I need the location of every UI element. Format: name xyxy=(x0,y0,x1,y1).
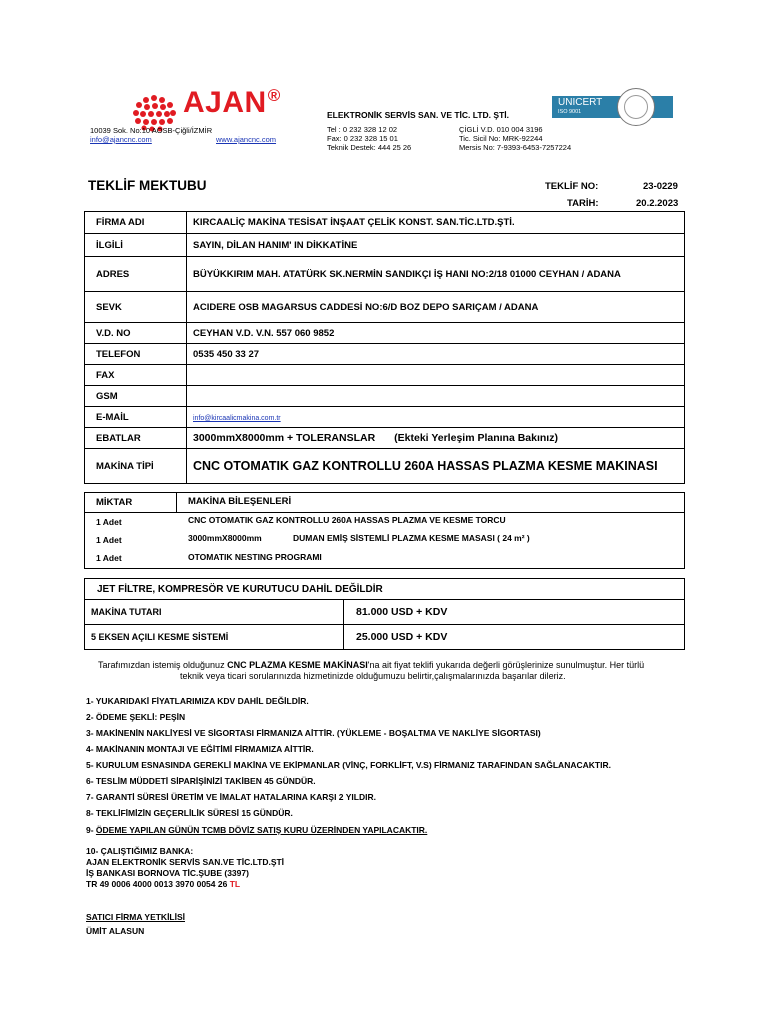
offer-no-value: 23-0229 xyxy=(643,181,678,192)
signature-name: ÜMİT ALASUN xyxy=(86,926,145,936)
table-row xyxy=(85,344,685,365)
option-price-value: 25.000 USD + KDV xyxy=(344,625,685,650)
part-desc: OTOMATIK NESTING PROGRAMI xyxy=(188,552,322,562)
table-row xyxy=(85,579,685,600)
company-name: ELEKTRONİK SERVİS SAN. VE TİC. LTD. ŞTİ. xyxy=(327,110,509,120)
offer-no-label: TEKLİF NO: xyxy=(545,181,599,192)
fax-value xyxy=(187,365,685,386)
intro-product: CNC PLAZMA KESME MAKİNASI xyxy=(227,660,368,670)
exclusion-note: JET FİLTRE, KOMPRESÖR VE KURUTUCU DAHİL DEĞİLDİR xyxy=(85,579,685,600)
part-desc: 3000mmX8000mm xyxy=(188,533,262,543)
date-label: TARİH: xyxy=(567,198,599,209)
document-title: TEKLİF MEKTUBU xyxy=(88,178,207,193)
bank-iban xyxy=(86,879,240,889)
option-price-label: 5 EKSEN AÇILI KESME SİSTEMİ xyxy=(85,625,344,650)
intro-line-2: teknik veya ticari sorularınızda hizmetinizde olduğumuzu belirtir,çalışmalarınızda başarılar dileriz. xyxy=(180,671,566,681)
telefon-value: 0535 450 33 27 xyxy=(187,344,685,365)
bank-account-holder: AJAN ELEKTRONİK SERVİS SAN.VE TİC.LTD.ŞTİ xyxy=(86,857,285,867)
table-row xyxy=(85,600,685,625)
seal-emblem-icon xyxy=(624,95,648,119)
table-row xyxy=(85,386,685,407)
bank-branch: İŞ BANKASI BORNOVA TİC.ŞUBE (3397) xyxy=(86,868,249,878)
bank-title: 10- ÇALIŞTIĞIMIZ BANKA: xyxy=(86,846,194,856)
ebat-note: (Ekteki Yerleşim Planına Bakınız) xyxy=(394,432,558,444)
ilgili-label: İLGİLİ xyxy=(85,234,187,257)
email-value xyxy=(187,407,685,428)
company-address: 10039 Sok. No:10 AOSB-Çiğli/İZMİR xyxy=(90,126,213,135)
condition-item: 4- MAKİNANIN MONTAJI VE EĞİTİMİ FİRMAMIZA AİTTİR. xyxy=(86,744,314,754)
condition-item xyxy=(86,825,427,835)
makina-label: MAKİNA TİPİ xyxy=(85,449,187,484)
table-row xyxy=(85,428,685,449)
intro-text-end: 'na ait fiyat teklifi yukarıda değerli görüşlerinize sunulmuştur. Her türlü xyxy=(367,660,645,670)
ebat-dimensions: 3000mmX8000mm + TOLERANSLAR xyxy=(193,432,376,444)
qty-header: MİKTAR xyxy=(96,497,133,508)
company-trade-registry: Tic. Sicil No: MRK-92244 xyxy=(459,134,543,143)
condition-item: 2- ÖDEME ŞEKLİ: PEŞİN xyxy=(86,712,186,722)
part-qty: 1 Adet xyxy=(96,553,122,563)
vd-label: V.D. NO xyxy=(85,323,187,344)
table-row xyxy=(85,365,685,386)
sevk-value: ACIDERE OSB MAGARSUS CADDESİ NO:6/D BOZ DEPO SARIÇAM / ADANA xyxy=(187,292,685,323)
table-row xyxy=(85,323,685,344)
table-row xyxy=(85,449,685,484)
table-row xyxy=(85,407,685,428)
ebat-value xyxy=(187,428,685,449)
telefon-label: TELEFON xyxy=(85,344,187,365)
gsm-value xyxy=(187,386,685,407)
intro-line-1 xyxy=(98,660,698,670)
table-row xyxy=(85,625,685,650)
cert-iso: ISO 9001 xyxy=(558,109,582,115)
ebat-label: EBATLAR xyxy=(85,428,187,449)
condition-number: 9- xyxy=(86,825,96,835)
components-header: MAKİNA BİLEŞENLERİ xyxy=(188,496,292,507)
machine-price-value: 81.000 USD + KDV xyxy=(344,600,685,625)
ilgili-value: SAYIN, DİLAN HANIM' IN DİKKATİNE xyxy=(187,234,685,257)
makina-value: CNC OTOMATIK GAZ KONTROLLU 260A HASSAS PLAZMA KESME MAKINASI xyxy=(187,449,685,484)
intro-text: Tarafımızdan istemiş olduğunuz xyxy=(98,660,228,670)
part-desc-detail: DUMAN EMİŞ SİSTEMLİ PLAZMA KESME MASASI ( 24 m² ) xyxy=(293,533,530,543)
registered-mark: ® xyxy=(267,86,281,105)
company-fax: Fax: 0 232 328 15 01 xyxy=(327,134,398,143)
firma-label: FİRMA ADI xyxy=(85,212,187,234)
vd-value: CEYHAN V.D. V.N. 557 060 9852 xyxy=(187,323,685,344)
table-row xyxy=(85,212,685,234)
part-desc: CNC OTOMATIK GAZ KONTROLLU 260A HASSAS PLAZMA VE KESME TORCU xyxy=(188,515,506,525)
table-row xyxy=(85,292,685,323)
condition-item: 3- MAKİNENİN NAKLİYESİ VE SİGORTASI FİRMANIZA AİTTİR. (YÜKLEME - BOŞALTMA VE NAKLİYE SİGORTASI) xyxy=(86,728,541,738)
brand-name xyxy=(183,86,281,120)
condition-item: 1- YUKARIDAKİ FİYATLARIMIZA KDV DAHİL DEĞİLDİR. xyxy=(86,696,309,706)
condition-item: 8- TEKLİFİMİZİN GEÇERLİLİK SÜRESİ 15 GÜNDÜR. xyxy=(86,808,293,818)
sevk-label: SEVK xyxy=(85,292,187,323)
company-email[interactable]: info@ajancnc.com xyxy=(90,135,152,144)
part-qty: 1 Adet xyxy=(96,535,122,545)
customer-info-table xyxy=(84,211,685,484)
adres-label: ADRES xyxy=(85,257,187,292)
company-mersis: Mersis No: 7-9393-6453-7257224 xyxy=(459,143,572,152)
cert-name: UNICERT xyxy=(558,97,603,108)
adres-value: BÜYÜKKIRIM MAH. ATATÜRK SK.NERMİN SANDIKÇI İŞ HANI NO:2/18 01000 CEYHAN / ADANA xyxy=(187,257,685,292)
company-tech-support: Teknik Destek: 444 25 26 xyxy=(327,143,412,152)
company-website[interactable]: www.ajancnc.com xyxy=(216,135,277,144)
brand-text: AJAN xyxy=(183,86,267,119)
date-value: 20.2.2023 xyxy=(636,198,679,209)
gsm-label: GSM xyxy=(85,386,187,407)
customer-email-link[interactable]: info@kircaalicmakina.com.tr xyxy=(193,414,281,422)
iban-currency: TL xyxy=(229,879,241,889)
price-table xyxy=(84,578,685,650)
machine-price-label: MAKİNA TUTARI xyxy=(85,600,344,625)
company-tel: Tel : 0 232 328 12 02 xyxy=(327,125,398,134)
fax-label: FAX xyxy=(85,365,187,386)
table-row xyxy=(85,257,685,292)
email-label: E-MAİL xyxy=(85,407,187,428)
table-row xyxy=(85,234,685,257)
condition-text: ÖDEME YAPILAN GÜNÜN TCMB DÖVİZ SATIŞ KURU ÜZERİNDEN YAPILACAKTIR. xyxy=(95,825,428,835)
condition-item: 5- KURULUM ESNASINDA GEREKLİ MAKİNA VE EKİPMANLAR (VİNÇ, FORKLİFT, V.S) FİRMANIZ TARAFINDAN SAĞLANACAKTIR. xyxy=(86,760,611,770)
part-qty: 1 Adet xyxy=(96,517,122,527)
condition-item: 7- GARANTİ SÜRESİ ÜRETİM VE İMALAT HATALARINA KARŞI 2 YILDIR. xyxy=(86,792,376,802)
iban-number: TR 49 0006 4000 0013 3970 0054 26 xyxy=(86,879,230,889)
company-tax-office: ÇİGLİ V.D. 010 004 3196 xyxy=(459,125,543,134)
signature-title: SATICI FİRMA YETKİLİSİ xyxy=(86,912,186,922)
components-header-divider xyxy=(176,492,177,512)
components-header-row xyxy=(84,492,685,513)
firma-value: KIRCAALİÇ MAKİNA TESİSAT İNŞAAT ÇELİK KONST. SAN.TİC.LTD.ŞTİ. xyxy=(187,212,685,234)
condition-item: 6- TESLİM MÜDDETİ SİPARİŞİNİZİ TAKİBEN 45 GÜNDÜR. xyxy=(86,776,316,786)
